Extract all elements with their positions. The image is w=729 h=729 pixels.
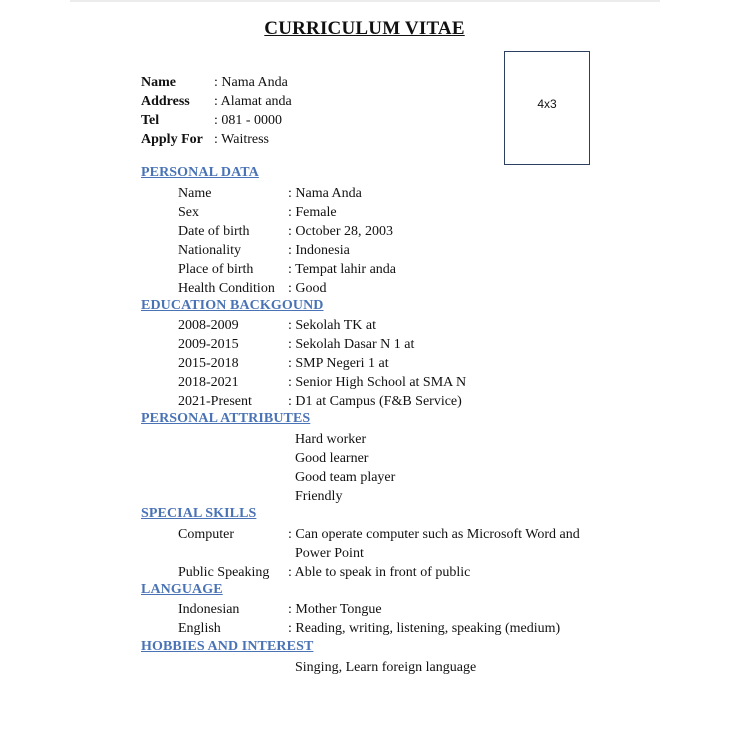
personal-label: Sex (178, 205, 199, 220)
personal-label: Place of birth (178, 262, 254, 277)
personal-value: : October 28, 2003 (288, 224, 393, 239)
header-tel-label: Tel (141, 113, 160, 128)
personal-value: : Female (288, 205, 337, 220)
education-school: : Sekolah TK at (288, 318, 377, 333)
header-tel-row (141, 111, 282, 130)
header-name-row (141, 73, 288, 92)
header-name-value: : Nama Anda (214, 75, 288, 90)
education-period: 2018-2021 (178, 375, 239, 390)
header-address-label: Address (141, 94, 190, 109)
language-level: : Mother Tongue (288, 602, 382, 617)
photo-placeholder (504, 51, 590, 165)
page-top-edge (70, 0, 660, 2)
skill-value-speaking: : Able to speak in front of public (288, 565, 471, 580)
section-heading-attributes: PERSONAL ATTRIBUTES (141, 411, 311, 426)
personal-label: Nationality (178, 243, 241, 258)
hobbies-value: Singing, Learn foreign language (295, 660, 477, 675)
document-title: CURRICULUM VITAE (264, 18, 465, 39)
education-period: 2008-2009 (178, 318, 239, 333)
personal-value: : Good (288, 281, 327, 296)
education-period: 2015-2018 (178, 356, 239, 371)
section-heading-hobbies: HOBBIES AND INTEREST (141, 639, 314, 654)
education-row (178, 392, 462, 411)
header-address-row (141, 92, 292, 111)
header-tel-value: : 081 - 0000 (214, 113, 283, 128)
education-row (178, 373, 466, 392)
attribute-item: Good learner (295, 451, 369, 466)
personal-row (178, 203, 337, 222)
skill-row-computer (178, 525, 580, 544)
personal-row (178, 279, 327, 298)
personal-row (178, 184, 362, 203)
personal-value: : Indonesia (288, 243, 350, 258)
personal-value: : Tempat lahir anda (288, 262, 397, 277)
education-school: : Senior High School at SMA N (288, 375, 467, 390)
education-row (178, 316, 376, 335)
language-name: Indonesian (178, 602, 240, 617)
language-name: English (178, 621, 221, 636)
personal-row (178, 241, 350, 260)
attribute-item: Good team player (295, 470, 396, 485)
header-name-label: Name (141, 75, 176, 90)
header-apply-row (141, 130, 269, 149)
attribute-item: Hard worker (295, 432, 367, 447)
language-row (178, 600, 382, 619)
skill-value-computer: : Can operate computer such as Microsoft Word and (288, 527, 580, 542)
header-address-value: : Alamat anda (214, 94, 292, 109)
section-heading-language: LANGUAGE (141, 582, 223, 597)
education-school: : Sekolah Dasar N 1 at (288, 337, 415, 352)
personal-label: Health Condition (178, 281, 275, 296)
skill-label-speaking: Public Speaking (178, 565, 270, 580)
skill-value-computer-continued: Power Point (295, 546, 364, 561)
personal-value: : Nama Anda (288, 186, 362, 201)
education-row (178, 335, 414, 354)
education-school: : D1 at Campus (F&B Service) (288, 394, 462, 409)
photo-size-label: 4x3 (537, 97, 557, 111)
language-row (178, 619, 560, 638)
personal-row (178, 222, 393, 241)
attribute-item: Friendly (295, 489, 343, 504)
header-apply-value: : Waitress (214, 132, 269, 147)
personal-row (178, 260, 396, 279)
header-apply-label: Apply For (141, 132, 203, 147)
personal-label: Name (178, 186, 212, 201)
language-level: : Reading, writing, listening, speaking (medium) (288, 621, 561, 636)
skill-label-computer: Computer (178, 527, 234, 542)
education-period: 2021-Present (178, 394, 252, 409)
education-school: : SMP Negeri 1 at (288, 356, 389, 371)
education-period: 2009-2015 (178, 337, 239, 352)
personal-label: Date of birth (178, 224, 250, 239)
education-row (178, 354, 389, 373)
section-heading-education: EDUCATION BACKGOUND (141, 298, 324, 313)
section-heading-personal-data: PERSONAL DATA (141, 165, 259, 180)
section-heading-skills: SPECIAL SKILLS (141, 506, 257, 521)
skill-row-speaking (178, 563, 470, 582)
